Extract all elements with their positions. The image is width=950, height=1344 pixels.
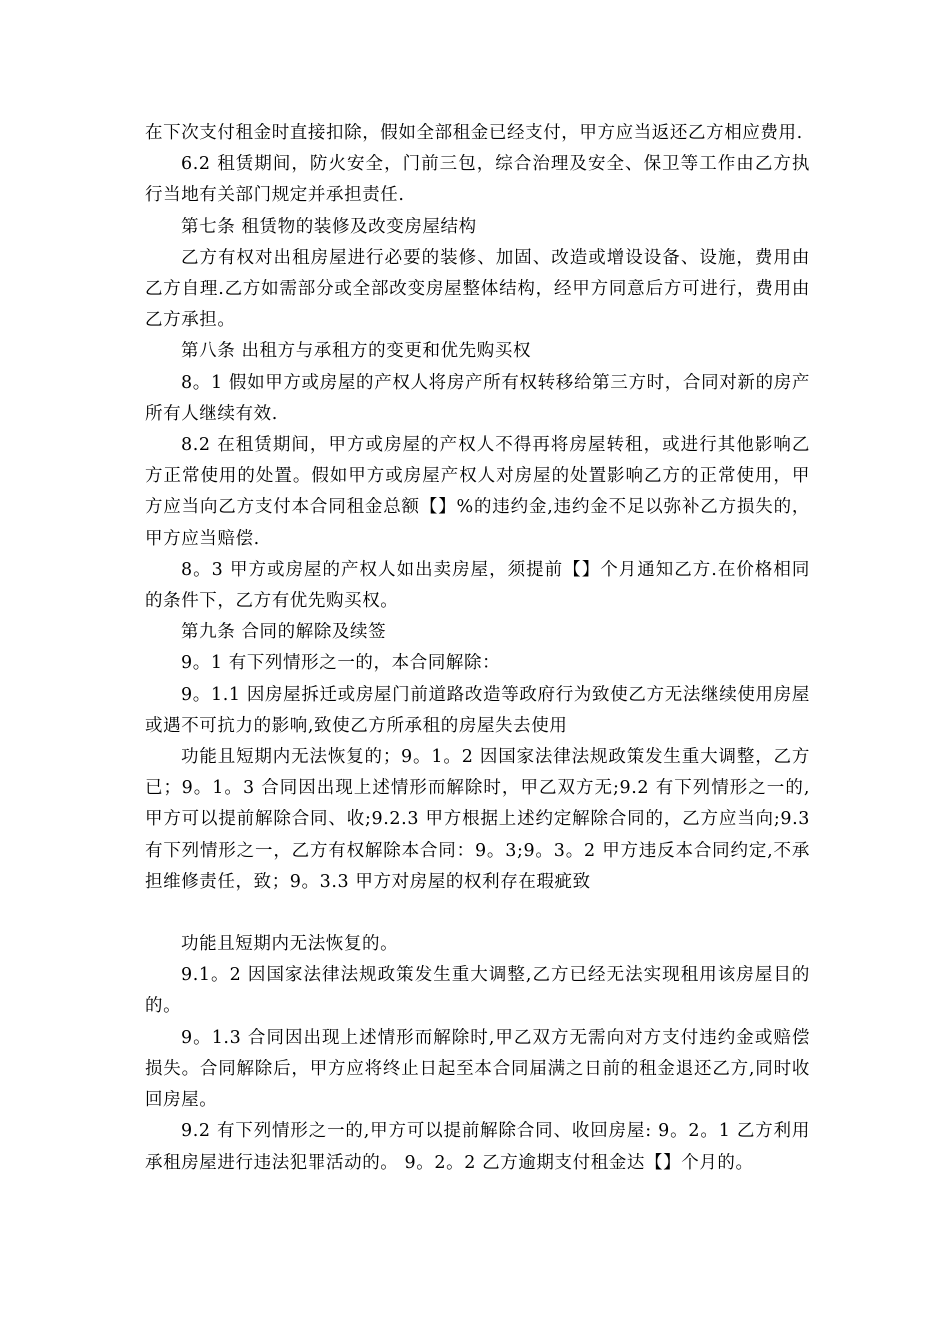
paragraph-1: 在下次支付租金时直接扣除，假如全部租金已经支付，甲方应当返还乙方相应费用. [145, 123, 803, 143]
paragraph-8-1: 8。1 假如甲方或房屋的产权人将房产所有权转移给第三方时，合同对新的房产所有人继续有效. [145, 372, 810, 424]
article-7-heading: 第七条 租赁物的装修及改变房屋结构 [181, 216, 477, 237]
article-9-heading: 第九条 合同的解除及续签 [181, 622, 387, 643]
paragraph-8-3: 8。3 甲方或房屋的产权人如出卖房屋，须提前【】个月通知乙方.在价格相同的条件下，乙方有优先购买权。 [145, 559, 810, 612]
paragraph-9-1-3: 9。1.3 合同因出现上述情形而解除时,甲乙双方无需向对方支付违约金或赔偿损失。合同解除后，甲方应将终止日起至本合同届满之日前的租金退还乙方,同时收回房屋。 [145, 1027, 810, 1111]
blank-gap [145, 898, 810, 929]
paragraph-9-1: 9。1 有下列情形之一的，本合同解除： [181, 653, 501, 674]
paragraph-3: 乙方有权对出租房屋进行必要的装修、加固、改造或增设设备、设施，费用由乙方自理.乙方如需部分或全部改变房屋整体结构，经甲方同意后方可进行，费用由乙方承担。 [145, 247, 810, 331]
paragraph-9-2: 9.2 有下列情形之一的,甲方可以提前解除合同、收回房屋: 9。2。1 乙方利用承租房屋进行违法犯罪活动的。 9。2。2 乙方逾期支付租金达【】个月的。 [145, 1121, 810, 1173]
paragraph-9-1-1: 9。1.1 因房屋拆迁或房屋门前道路改造等政府行为致使乙方无法继续使用房屋或遇不可抗力的影响,致使乙方所承租的房屋失去使用 [145, 684, 810, 736]
article-8-heading: 第八条 出租方与承租方的变更和优先购买权 [181, 341, 532, 362]
paragraph-summary: 功能且短期内无法恢复的；9。1。2 因国家法律法规政策发生重大调整，乙方已；9。1。3 合同因出现上述情形而解除时，甲乙双方无;9.2 有下列情形之一的,甲方可以提前解除合同、收;9.2.3 甲方根据上述约定解除合同的，乙方应当向;9.3 有下列情形之一，乙方有权解除本合同：9。3;9。3。2 甲方违反本合同约定,不承担维修责任，致；9。3.3 甲方对房屋的权利存在瑕疵致 [145, 747, 810, 892]
document-body [145, 118, 810, 1179]
paragraph-9-1-2: 9.1。2 因国家法律法规政策发生重大调整,乙方已经无法实现租用该房屋目的的。 [145, 965, 810, 1017]
paragraph-8-2: 8.2 在租赁期间，甲方或房屋的产权人不得再将房屋转租，或进行其他影响乙方正常使用的处置。假如甲方或房屋产权人对房屋的处置影响乙方的正常使用，甲方应当向乙方支付本合同租金总额【】%的违约金,违约金不足以弥补乙方损失的，甲方应当赔偿. [145, 435, 810, 549]
paragraph-continued: 功能且短期内无法恢复的。 [181, 934, 399, 955]
paragraph-2: 6.2 租赁期间，防火安全，门前三包，综合治理及安全、保卫等工作由乙方执行当地有关部门规定并承担责任. [145, 154, 810, 206]
